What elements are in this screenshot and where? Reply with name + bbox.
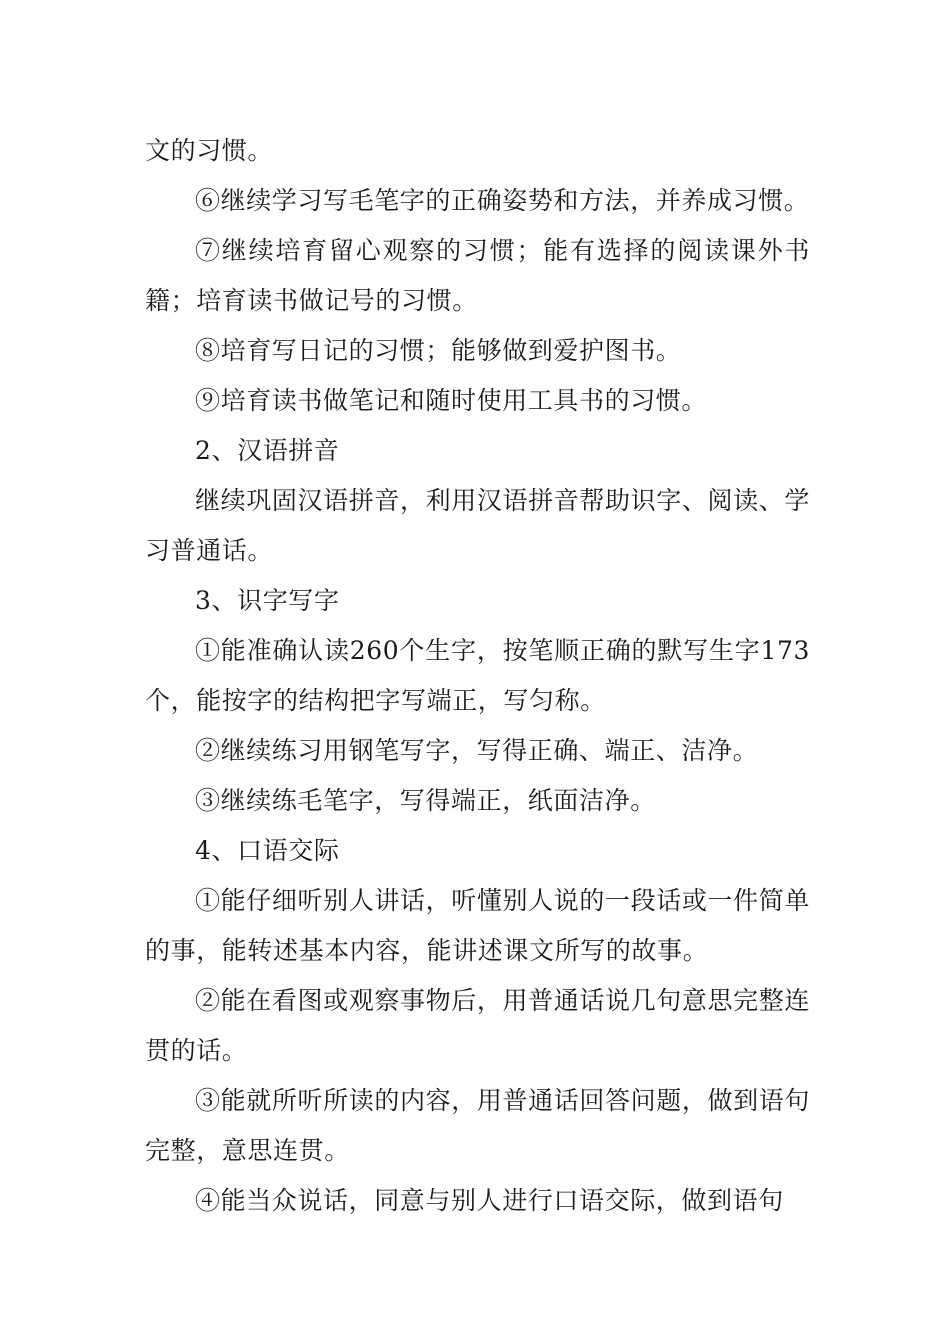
paragraph-3: ⑦继续培育留心观察的习惯；能有选择的阅读课外书籍；培育读书做记号的习惯。 — [145, 236, 810, 315]
paragraph-14: ②能在看图或观察事物后，用普通话说几句意思完整连贯的话。 — [145, 986, 810, 1065]
section-heading-oral: 4、口语交际 — [195, 836, 340, 865]
document-body — [145, 126, 810, 1226]
paragraph-7: 继续巩固汉语拼音，利用汉语拼音帮助识字、阅读、学习普通话。 — [145, 486, 810, 565]
paragraph-11: ③继续练毛笔字，写得端正，纸面洁净。 — [195, 786, 656, 815]
paragraph-2: ⑥继续学习写毛笔字的正确姿势和方法，并养成习惯。 — [195, 186, 810, 215]
paragraph-16: ④能当众说话，同意与别人进行口语交际，做到语句 — [195, 1186, 784, 1215]
paragraph-9: ①能准确认读260个生字，按笔顺正确的默写生字173个，能按字的结构把字写端正，写匀称。 — [145, 636, 810, 715]
paragraph-4: ⑧培育写日记的习惯；能够做到爱护图书。 — [195, 336, 682, 365]
paragraph-5: ⑨培育读书做笔记和随时使用工具书的习惯。 — [195, 386, 708, 415]
paragraph-10: ②继续练习用钢笔写字，写得正确、端正、洁净。 — [195, 736, 759, 765]
paragraph-15: ③能就所听所读的内容，用普通话回答问题，做到语句完整，意思连贯。 — [145, 1086, 810, 1165]
paragraph-1: 文的习惯。 — [145, 136, 274, 165]
section-heading-pinyin: 2、汉语拼音 — [195, 436, 340, 465]
paragraph-13: ①能仔细听别人讲话，听懂别人说的一段话或一件简单的事，能转述基本内容，能讲述课文所写的故事。 — [145, 886, 810, 965]
section-heading-literacy: 3、识字写字 — [195, 586, 340, 615]
